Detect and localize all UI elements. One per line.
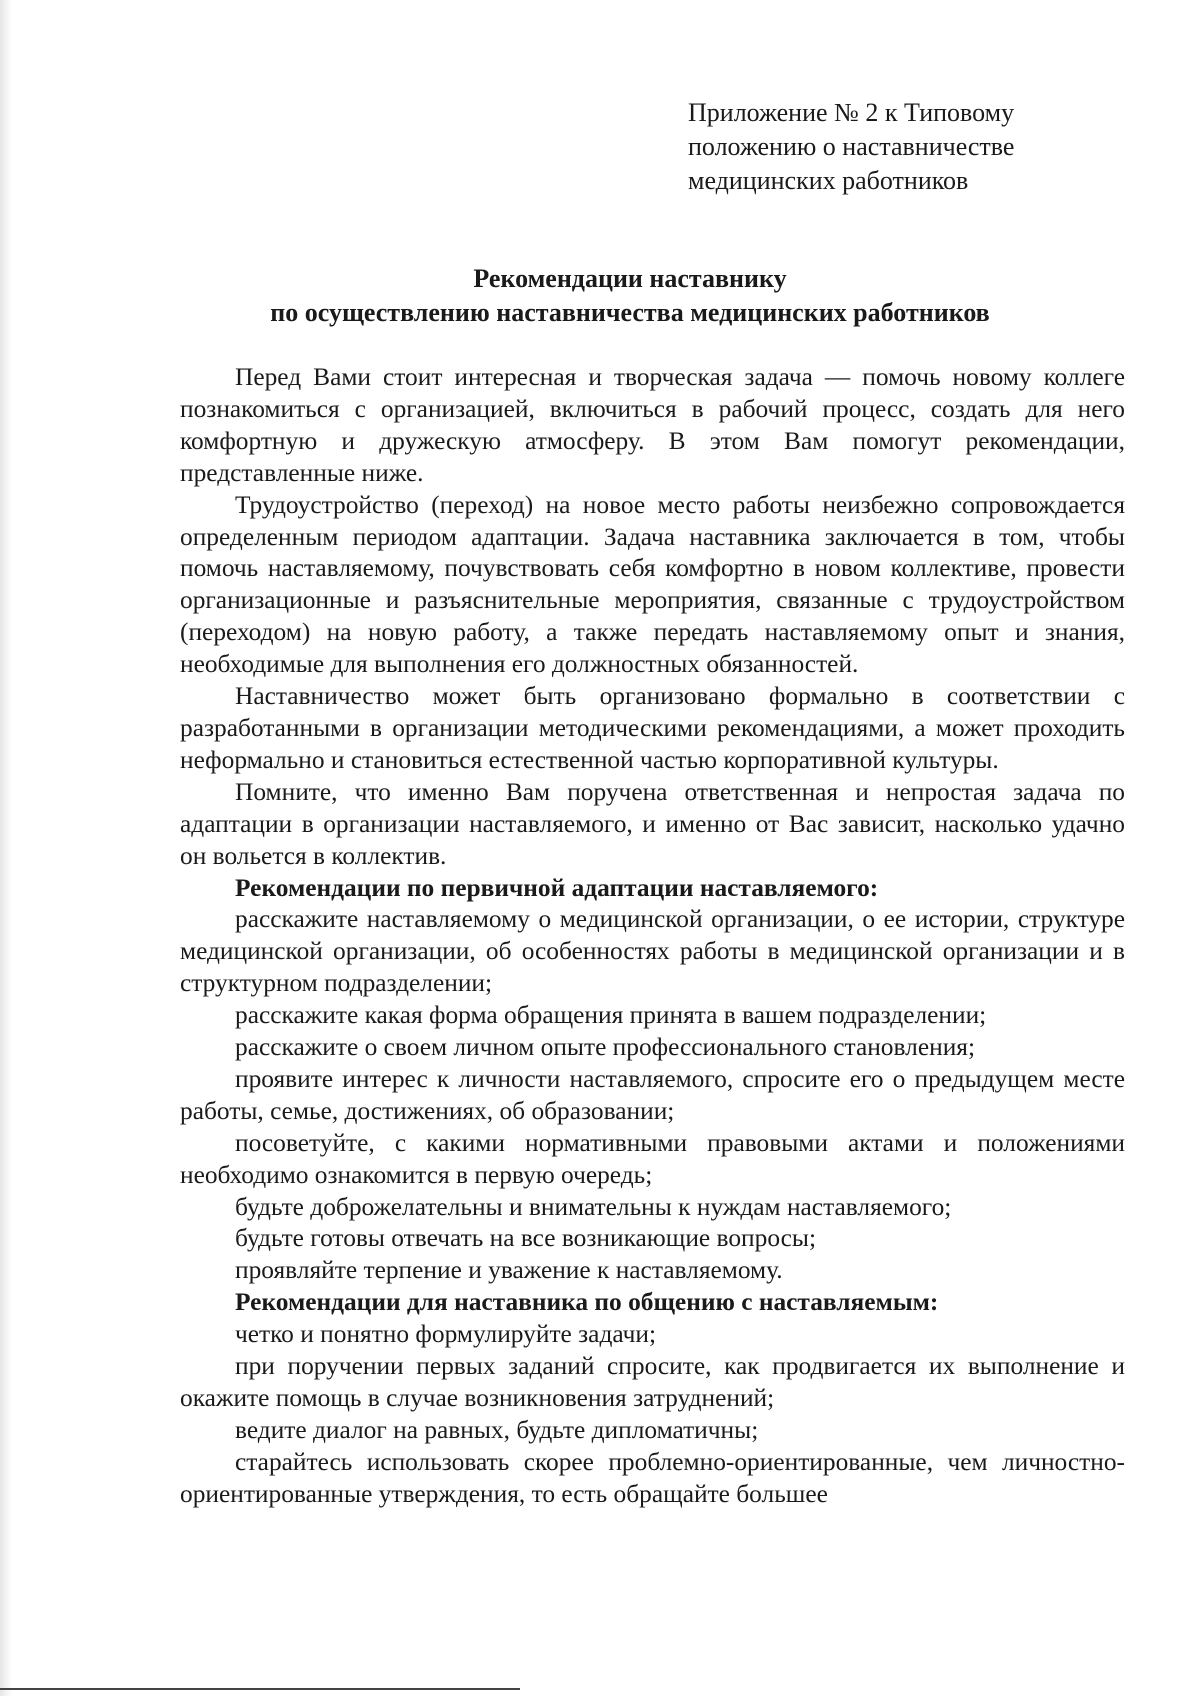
appendix-line-2: положению о наставничестве	[688, 132, 1015, 161]
list-item: посоветуйте, с какими нормативными правовыми актами и положениями необходимо ознакомится в первую очередь;	[180, 1128, 1125, 1189]
paragraph: Трудоустройство (переход) на новое место работы неизбежно сопровождается определенным периодом адаптации. Задача наставника заключается в том, чтобы помочь наставляемому, почувствовать себя комфортно в новом коллективе, провести организационные и разъяснительные мероприятия, связанные с трудоустройством (переходом) на новую работу, а также передать наставляемому опыт и знания, необходимые для выполнения его должностных обязанностей.	[180, 490, 1125, 679]
list-item: расскажите наставляемому о медицинской организации, о ее истории, структуре медицинской организации, об особенностях работы в медицинской организации и в структурном подразделении;	[180, 905, 1125, 998]
footer-rule	[0, 1688, 520, 1690]
paragraph: Перед Вами стоит интересная и творческая задача — помочь новому коллеге познакомиться с организацией, включиться в рабочий процесс, создать для него комфортную и дружескую атмосферу. В этом Вам помогут рекомендации, представленные ниже.	[180, 363, 1125, 487]
document-title	[160, 262, 1100, 330]
list-item: расскажите какая форма обращения принята в вашем подразделении;	[235, 1001, 987, 1030]
list-item: старайтесь использовать скорее проблемно-ориентированные, чем личностно-ориентированные утверждения, то есть обращайте большее	[180, 1447, 1125, 1508]
document-body	[180, 362, 1125, 1511]
list-item: при поручении первых заданий спросите, как продвигается их выполнение и окажите помощь в случае возникновения затруднений;	[180, 1352, 1125, 1412]
appendix-line-3: медицинских работников	[688, 166, 969, 195]
appendix-note	[688, 96, 1108, 198]
title-line-1: Рекомендации наставнику	[473, 264, 787, 293]
section-heading-communication: Рекомендации для наставника по общению с наставляемым:	[235, 1288, 939, 1317]
paragraph: Помните, что именно Вам поручена ответственная и непростая задача по адаптации в организации наставляемого, и именно от Вас зависит, насколько удачно он вольется в коллектив.	[180, 777, 1125, 870]
section-heading-adaptation: Рекомендации по первичной адаптации наставляемого:	[235, 873, 879, 902]
list-item: будьте готовы отвечать на все возникающие вопросы;	[235, 1224, 817, 1253]
list-item: ведите диалог на равных, будьте дипломатичны;	[235, 1415, 759, 1444]
list-item: будьте доброжелательны и внимательны к нуждам наставляемого;	[235, 1192, 952, 1221]
list-item: проявляйте терпение и уважение к наставляемому.	[235, 1256, 783, 1285]
list-item: проявите интерес к личности наставляемого, спросите его о предыдущем месте работы, семье, достижениях, об образовании;	[180, 1064, 1125, 1125]
appendix-line-1: Приложение № 2 к Типовому	[688, 98, 1015, 127]
list-item: четко и понятно формулируйте задачи;	[235, 1320, 657, 1349]
paragraph: Наставничество может быть организовано формально в соответствии с разработанными в организации методическими рекомендациями, а может проходить неформально и становиться естественной частью корпоративной культуры.	[180, 682, 1125, 774]
scan-edge	[0, 0, 12, 1696]
list-item: расскажите о своем личном опыте профессионального становления;	[235, 1033, 976, 1062]
title-line-2: по осуществлению наставничества медицинских работников	[270, 298, 990, 327]
